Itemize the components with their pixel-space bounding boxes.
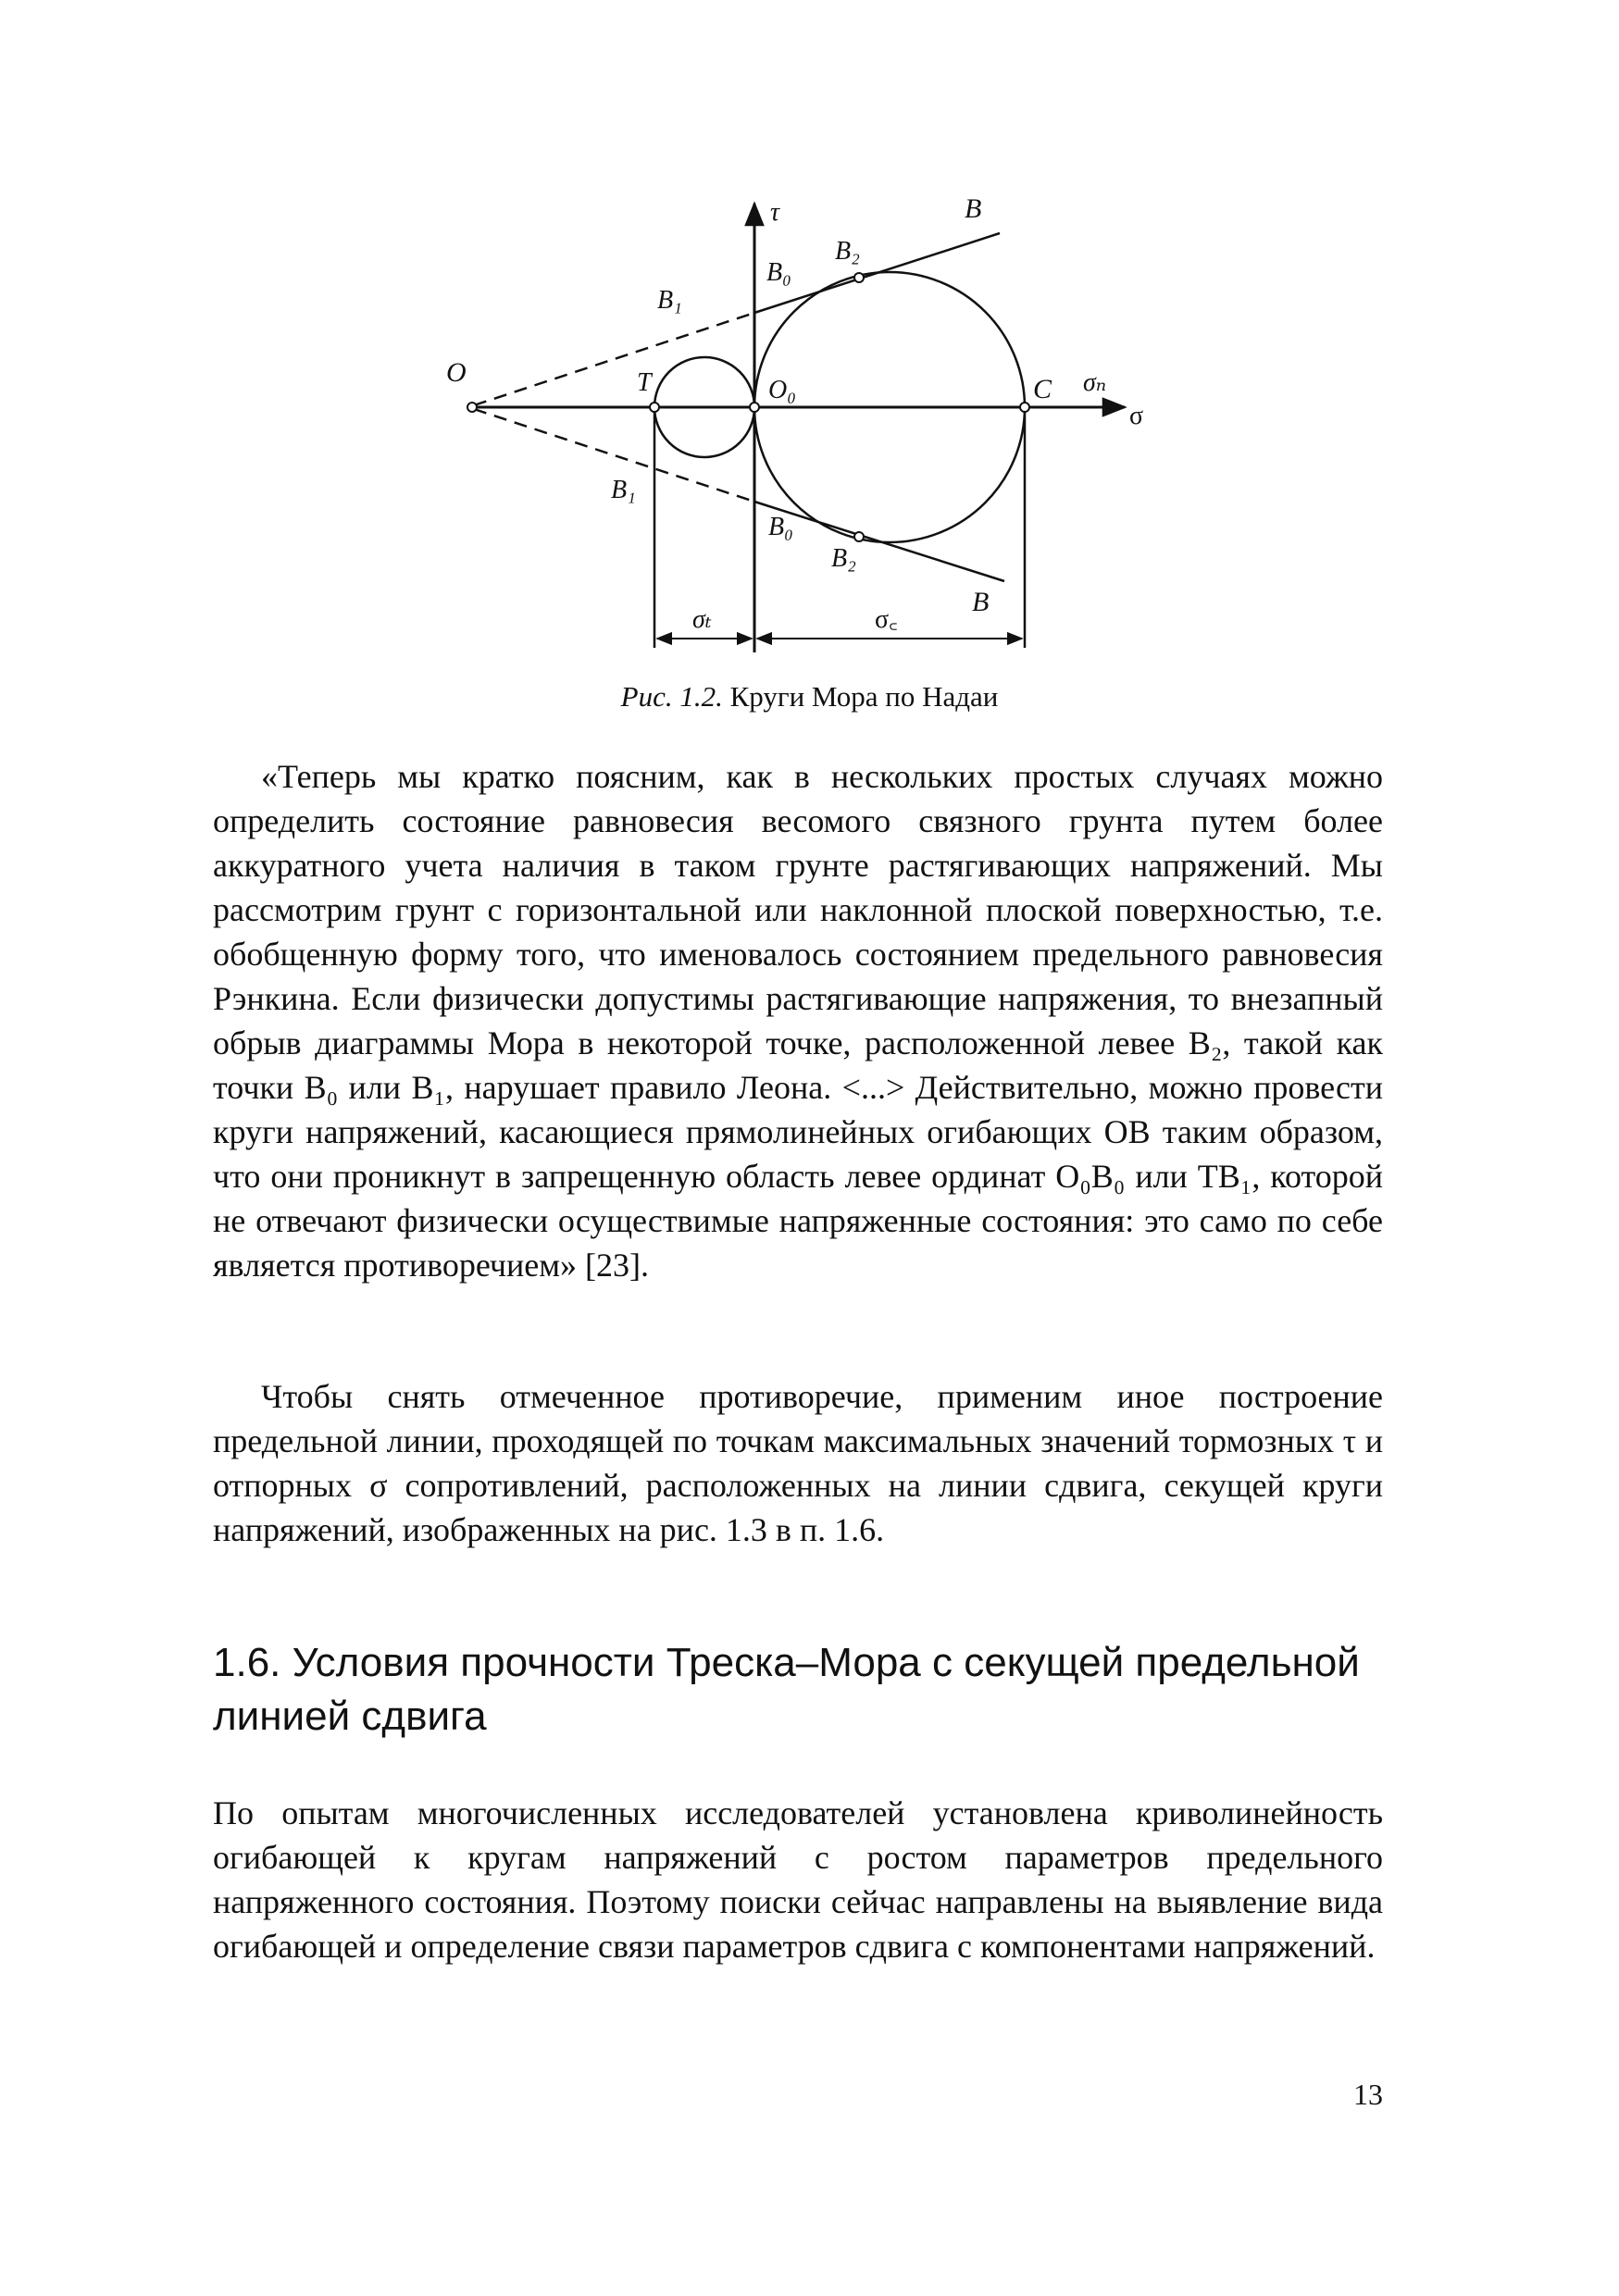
point-o — [467, 403, 477, 412]
contradiction-section — [213, 1374, 1383, 1552]
upper-envelope-dashed — [474, 313, 754, 405]
label-b-bottom: B — [972, 587, 990, 617]
figure-caption — [0, 680, 1619, 714]
label-o: O — [446, 357, 467, 388]
quote-paragraph: «Теперь мы кратко поясним, как в нескольких простых случаях можно определить состояние равновесия весомого связного грунта путем более аккуратного учета наличия в таком грунте растягивающих напряжений. Мы рассмотрим грунт с горизонтальной или наклонной плоской поверхностью, т.е. обобщенную форму того, что именовалось состоянием предельного равновесия Рэнкина. Если физически допустимы растягивающие напряжения, то внезапный обрыв диаграммы Мора в некоторой точке, расположенной левее B₂, такой как точки B₀ или B₁, нарушает правило Леона. <...> Действительно, можно провести круги напряжений, касающиеся прямолинейных огибающих OB таким образом, что они проникнут в запрещенную область левее ординат O₀B₀ или TB₁, которой не отвечают физически осуществимые напряженные состояния: это само по себе является противоречием» [23]. — [213, 758, 1383, 1284]
point-c — [1020, 403, 1029, 412]
page-number: 13 — [1353, 2078, 1383, 2111]
section-heading: 1.6. Условия прочности Треска–Мора с секущей предельной линией сдвига — [213, 1640, 1360, 1739]
figure-caption-text: Круги Мора по Надаи — [722, 680, 999, 713]
label-t: T — [637, 368, 652, 397]
section-body — [213, 1791, 1383, 1968]
label-tau: τ — [770, 198, 780, 227]
label-b-top: B — [965, 193, 982, 224]
point-b2-top — [854, 273, 864, 282]
label-c: C — [1033, 374, 1052, 404]
label-o0: O₀ — [768, 376, 796, 404]
contradiction-paragraph: Чтобы снять отмеченное противоречие, применим иное построение предельной линии, проходящей по точкам максимальных значений тормозных τ и отпорных σ сопротивлений, расположенных на линии сдвига, секущей круги напряжений, изображенных на рис. 1.3 в п. 1.6. — [213, 1378, 1383, 1548]
label-b1-bottom: B₁ — [611, 476, 636, 504]
quote-section — [213, 754, 1383, 1287]
label-sigma-axis: σ — [1129, 402, 1144, 430]
point-t — [650, 403, 659, 412]
section-paragraph: По опытам многочисленных исследователей установлена криволинейность огибающей к кругам напряжений с ростом параметров предельного напряженного состояния. Поэтому поиски сейчас направлены на выявление вида огибающей и определение связи параметров сдвига с компонентами напряжений. — [213, 1794, 1383, 1965]
label-b0-bottom: B₀ — [768, 513, 793, 541]
label-b1-top: B₁ — [657, 286, 682, 315]
figure-caption-number: Рис. 1.2. — [620, 680, 723, 713]
label-sigma-t: σₜ — [692, 605, 712, 634]
label-b2-bottom: B₂ — [831, 544, 856, 573]
point-b2-bottom — [854, 532, 864, 541]
label-b2-top: B₂ — [835, 237, 860, 266]
point-o0 — [750, 403, 759, 412]
label-sigma-c: σ꜀ — [875, 605, 898, 634]
label-sigma-n: σₙ — [1083, 368, 1107, 397]
label-b0-top: B₀ — [766, 258, 791, 287]
mohr-circles-figure — [435, 185, 1203, 685]
